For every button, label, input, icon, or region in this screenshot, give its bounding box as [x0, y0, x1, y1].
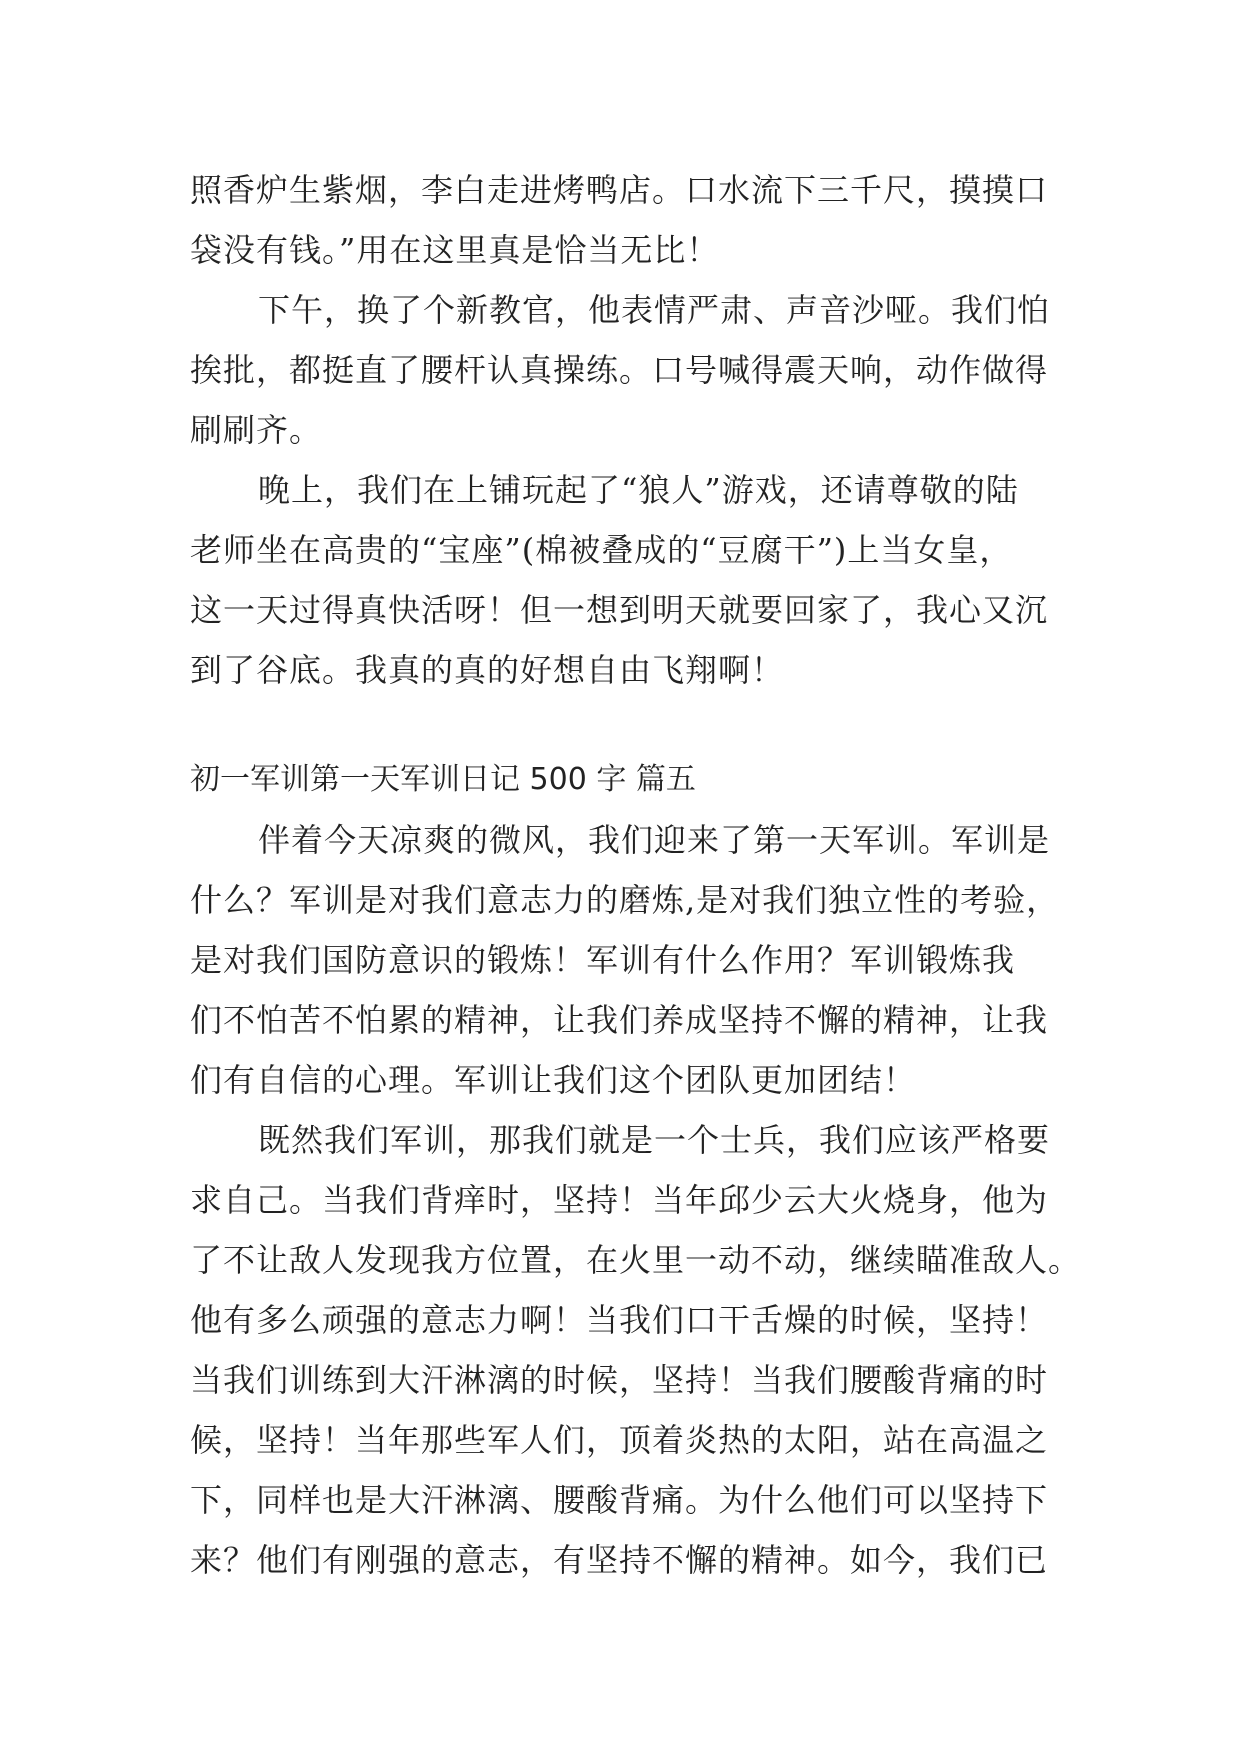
text-line: 挨批，都挺直了腰杆认真操练。口号喊得震天响，动作做得: [190, 351, 1049, 389]
text-line: 来？他们有刚强的意志，有坚持不懈的精神。如今，我们已: [190, 1541, 1049, 1579]
text-line: 刷刷齐。: [190, 411, 323, 449]
paragraph-soldier: [190, 1110, 1082, 1590]
text-line: 什么？军训是对我们意志力的磨炼,是对我们独立性的考验，: [190, 881, 1060, 919]
text-line: 们不怕苦不怕累的精神，让我们养成坚持不懈的精神，让我: [190, 1001, 1049, 1039]
text-line: 照香炉生紫烟，李白走进烤鸭店。口水流下三千尺，摸摸口: [190, 171, 1049, 209]
text-line: 了不让敌人发现我方位置，在火里一动不动，继续瞄准敌人。: [190, 1241, 1082, 1279]
paragraph-continued: [190, 160, 1060, 280]
document-body: [190, 160, 1082, 1590]
paragraph-afternoon: [190, 280, 1060, 460]
text-line: 候，坚持！当年那些军人们，顶着炎热的太阳，站在高温之: [190, 1421, 1049, 1459]
section-heading: 初一军训第一天军训日记 500 字 篇五: [190, 762, 696, 797]
text-line: 是对我们国防意识的锻炼！军训有什么作用？军训锻炼我: [190, 941, 1016, 979]
paragraph-evening: [190, 460, 1060, 700]
text-line: 下午，换了个新教官，他表情严肃、声音沙哑。我们怕: [258, 291, 1051, 329]
text-line: 既然我们军训，那我们就是一个士兵，我们应该严格要: [258, 1121, 1051, 1159]
text-line: 晚上，我们在上铺玩起了“狼人”游戏，还请尊敬的陆: [258, 471, 1019, 509]
text-line: 这一天过得真快活呀！但一想到明天就要回家了，我心又沉: [190, 591, 1049, 629]
text-line: 到了谷底。我真的真的好想自由飞翔啊！: [190, 651, 785, 689]
text-line: 求自己。当我们背痒时，坚持！当年邱少云大火烧身，他为: [190, 1181, 1049, 1219]
text-line: 老师坐在高贵的“宝座”(棉被叠成的“豆腐干”)上当女皇，: [190, 531, 1013, 569]
paragraph-intro: [190, 810, 1060, 1110]
section-spacer: [190, 700, 1060, 750]
text-line: 他有多么顽强的意志力啊！当我们口干舌燥的时候，坚持！: [190, 1301, 1049, 1339]
text-line: 下，同样也是大汗淋漓、腰酸背痛。为什么他们可以坚持下: [190, 1481, 1049, 1519]
text-line: 当我们训练到大汗淋漓的时候，坚持！当我们腰酸背痛的时: [190, 1361, 1049, 1399]
text-line: 们有自信的心理。军训让我们这个团队更加团结！: [190, 1061, 917, 1099]
text-line: 袋没有钱。”用在这里真是恰当无比！: [190, 231, 720, 269]
text-line: 伴着今天凉爽的微风，我们迎来了第一天军训。军训是: [258, 821, 1051, 859]
